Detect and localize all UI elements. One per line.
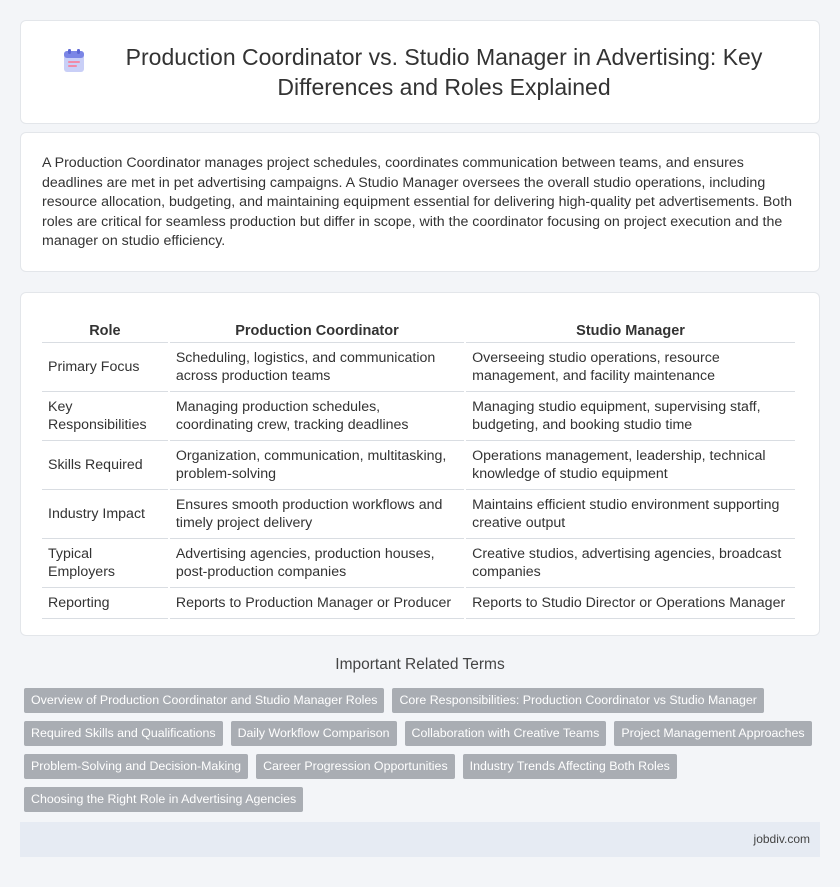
table-header-row xyxy=(42,311,795,343)
comparison-table xyxy=(40,311,797,619)
related-term-tag[interactable]: Collaboration with Creative Teams xyxy=(405,721,607,746)
production-coordinator-cell: Managing production schedules, coordinating crew, tracking deadlines xyxy=(170,392,464,441)
related-terms-list xyxy=(24,688,824,812)
related-term-tag[interactable]: Project Management Approaches xyxy=(614,721,811,746)
related-terms-title: Important Related Terms xyxy=(335,656,505,673)
studio-manager-cell: Overseeing studio operations, resource management, and facility maintenance xyxy=(466,343,795,392)
studio-manager-cell: Reports to Studio Director or Operations Manager xyxy=(466,588,795,619)
table-row xyxy=(42,588,795,619)
table-row xyxy=(42,392,795,441)
intro-paragraph: A Production Coordinator manages project schedules, coordinates communication between teams, and ensures deadlines are met in pet advertising campaigns. A Studio Manager oversees the overall studio operations, including resource allocation, budgeting, and maintaining equipment essential for delivering high-quality pet advertisements. Both roles are critical for seamless production but differ in scope, with the coordinator focusing on project execution and the manager on studio efficiency. xyxy=(42,155,793,250)
row-label: Key Responsibilities xyxy=(42,392,168,441)
studio-manager-cell: Operations management, leadership, technical knowledge of studio equipment xyxy=(466,441,795,490)
row-label: Industry Impact xyxy=(42,490,168,539)
studio-manager-cell: Creative studios, advertising agencies, broadcast companies xyxy=(466,539,795,588)
row-label: Skills Required xyxy=(42,441,168,490)
production-coordinator-cell: Ensures smooth production workflows and timely project delivery xyxy=(170,490,464,539)
related-term-tag[interactable]: Daily Workflow Comparison xyxy=(231,721,397,746)
column-header-role: Role xyxy=(42,311,168,343)
column-header-production-coordinator: Production Coordinator xyxy=(170,311,464,343)
related-term-tag[interactable]: Overview of Production Coordinator and Studio Manager Roles xyxy=(24,688,384,713)
table-row xyxy=(42,441,795,490)
production-coordinator-cell: Scheduling, logistics, and communication across production teams xyxy=(170,343,464,392)
header-card xyxy=(20,20,820,124)
row-label: Reporting xyxy=(42,588,168,619)
intro-card xyxy=(20,132,820,272)
related-term-tag[interactable]: Choosing the Right Role in Advertising Agencies xyxy=(24,787,303,812)
row-label: Typical Employers xyxy=(42,539,168,588)
table-row xyxy=(42,539,795,588)
related-term-tag[interactable]: Required Skills and Qualifications xyxy=(24,721,223,746)
production-coordinator-cell: Organization, communication, multitasking, problem-solving xyxy=(170,441,464,490)
production-coordinator-cell: Reports to Production Manager or Producer xyxy=(170,588,464,619)
column-header-studio-manager: Studio Manager xyxy=(466,311,795,343)
production-coordinator-cell: Advertising agencies, production houses, post-production companies xyxy=(170,539,464,588)
related-term-tag[interactable]: Core Responsibilities: Production Coordinator vs Studio Manager xyxy=(392,688,763,713)
related-term-tag[interactable]: Career Progression Opportunities xyxy=(256,754,455,779)
table-row xyxy=(42,490,795,539)
footer xyxy=(20,822,820,857)
table-row xyxy=(42,343,795,392)
footer-site-link[interactable]: jobdiv.com xyxy=(753,832,810,846)
comparison-card xyxy=(20,292,820,636)
related-term-tag[interactable]: Industry Trends Affecting Both Roles xyxy=(463,754,677,779)
related-term-tag[interactable]: Problem-Solving and Decision-Making xyxy=(24,754,248,779)
studio-manager-cell: Managing studio equipment, supervising staff, budgeting, and booking studio time xyxy=(466,392,795,441)
document-icon xyxy=(61,48,87,74)
page-title: Production Coordinator vs. Studio Manager in Advertising: Key Differences and Roles Explained xyxy=(125,44,763,100)
studio-manager-cell: Maintains efficient studio environment supporting creative output xyxy=(466,490,795,539)
row-label: Primary Focus xyxy=(42,343,168,392)
